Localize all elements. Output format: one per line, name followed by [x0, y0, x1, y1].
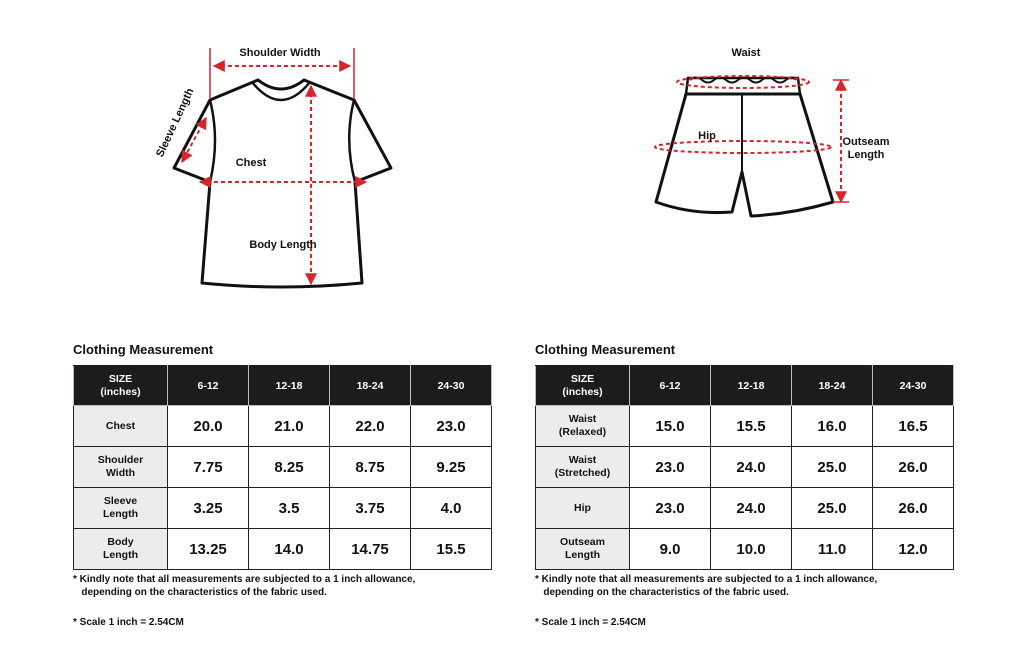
hip-label: Hip	[698, 130, 716, 142]
row-label: Body Length	[74, 529, 168, 570]
table-cell: 14.75	[330, 529, 411, 570]
size-column-header: 6-12	[168, 366, 249, 406]
size-column-header: 12-18	[711, 366, 792, 406]
tshirt-illustration	[174, 80, 391, 287]
table-cell: 4.0	[411, 488, 492, 529]
table-cell: 23.0	[630, 447, 711, 488]
table-cell: 22.0	[330, 406, 411, 447]
size-column-header: 24-30	[873, 366, 954, 406]
outseam-label-line1: Outseam	[842, 136, 890, 148]
table-cell: 16.0	[792, 406, 873, 447]
table-cell: 24.0	[711, 447, 792, 488]
table-row	[536, 488, 954, 529]
outseam-label-line2: Length	[847, 149, 885, 161]
body-length-label: Body Length	[249, 239, 317, 251]
table-cell: 25.0	[792, 447, 873, 488]
table-cell: 21.0	[249, 406, 330, 447]
shorts-table-title: Clothing Measurement	[535, 342, 676, 357]
table-row	[74, 406, 492, 447]
row-label: Sleeve Length	[74, 488, 168, 529]
table-cell: 26.0	[873, 447, 954, 488]
table-cell: 13.25	[168, 529, 249, 570]
size-column-header: 18-24	[792, 366, 873, 406]
table-cell: 3.5	[249, 488, 330, 529]
shirt-size-table	[73, 365, 492, 570]
row-label: Shoulder Width	[74, 447, 168, 488]
table-row	[536, 529, 954, 570]
table-cell: 8.75	[330, 447, 411, 488]
shorts-measurement-section	[535, 343, 954, 628]
table-cell: 16.5	[873, 406, 954, 447]
table-row	[74, 488, 492, 529]
garment-diagrams	[0, 0, 1024, 330]
table-cell: 15.5	[411, 529, 492, 570]
table-row	[536, 447, 954, 488]
table-cell: 9.25	[411, 447, 492, 488]
row-label: Chest	[74, 406, 168, 447]
row-label: Waist (Stretched)	[536, 447, 630, 488]
table-header-row	[74, 366, 492, 406]
table-row	[74, 447, 492, 488]
size-header: SIZE (inches)	[74, 366, 168, 406]
table-cell: 10.0	[711, 529, 792, 570]
chest-label: Chest	[235, 157, 267, 169]
table-cell: 11.0	[792, 529, 873, 570]
table-cell: 3.25	[168, 488, 249, 529]
shirt-measurement-section	[73, 343, 492, 628]
allowance-note: * Kindly note that all measurements are subjected to a 1 inch allowance, depending on the characteristics of the fabric used.	[73, 574, 416, 598]
size-column-header: 6-12	[630, 366, 711, 406]
scale-note: * Scale 1 inch = 2.54CM	[535, 617, 646, 628]
row-label: Outseam Length	[536, 529, 630, 570]
table-cell: 25.0	[792, 488, 873, 529]
size-column-header: 24-30	[411, 366, 492, 406]
waist-label: Waist	[731, 47, 761, 59]
table-cell: 15.0	[630, 406, 711, 447]
size-header: SIZE (inches)	[536, 366, 630, 406]
table-cell: 26.0	[873, 488, 954, 529]
shoulder-width-label: Shoulder Width	[239, 47, 321, 59]
row-label: Waist (Relaxed)	[536, 406, 630, 447]
table-header-row	[536, 366, 954, 406]
table-cell: 23.0	[411, 406, 492, 447]
table-cell: 20.0	[168, 406, 249, 447]
table-cell: 23.0	[630, 488, 711, 529]
table-cell: 12.0	[873, 529, 954, 570]
sleeve-length-label: Sleeve Length	[154, 86, 197, 160]
size-column-header: 12-18	[249, 366, 330, 406]
table-cell: 7.75	[168, 447, 249, 488]
scale-note: * Scale 1 inch = 2.54CM	[73, 617, 184, 628]
table-cell: 8.25	[249, 447, 330, 488]
table-cell: 15.5	[711, 406, 792, 447]
table-cell: 14.0	[249, 529, 330, 570]
table-cell: 3.75	[330, 488, 411, 529]
table-row	[74, 529, 492, 570]
row-label: Hip	[536, 488, 630, 529]
shorts-illustration	[656, 78, 833, 217]
size-column-header: 18-24	[330, 366, 411, 406]
shirt-table-title: Clothing Measurement	[73, 342, 214, 357]
shorts-size-table	[535, 365, 954, 570]
table-row	[536, 406, 954, 447]
table-cell: 9.0	[630, 529, 711, 570]
allowance-note: * Kindly note that all measurements are subjected to a 1 inch allowance, depending on the characteristics of the fabric used.	[535, 574, 878, 598]
table-cell: 24.0	[711, 488, 792, 529]
